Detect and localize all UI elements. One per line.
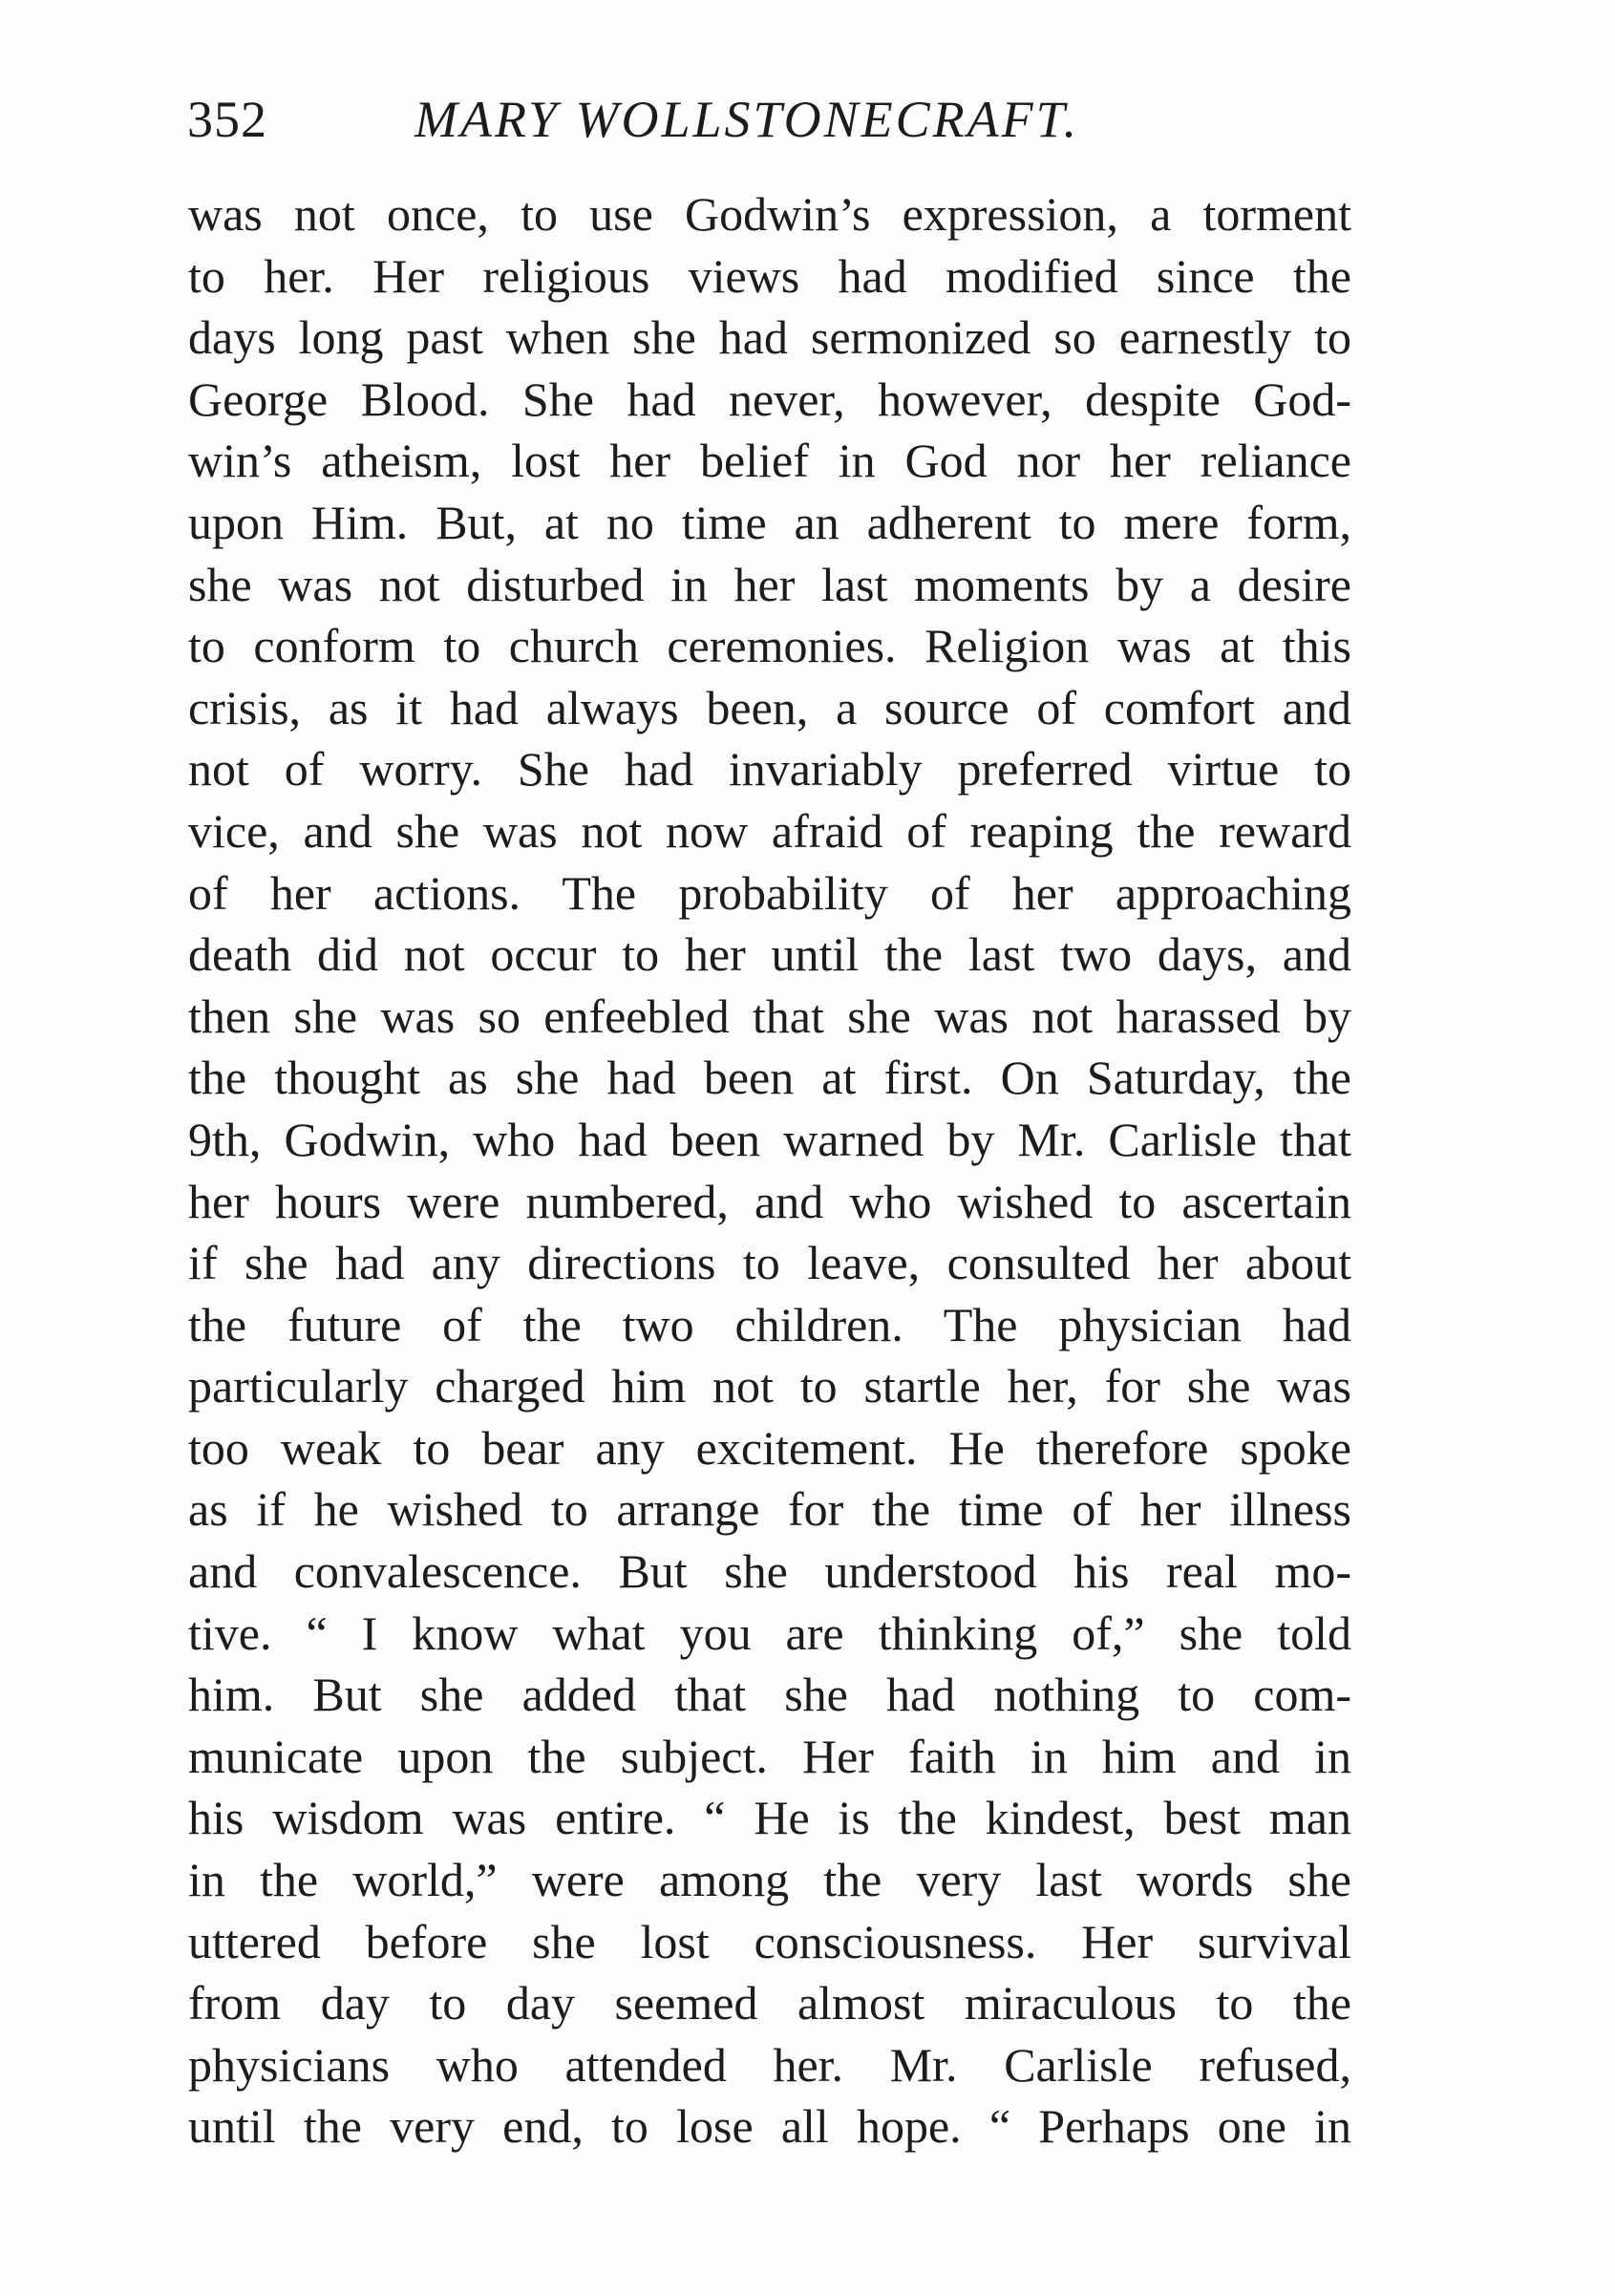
text-line: 9th, Godwin, who had been warned by Mr. Carlisle that bbox=[188, 1112, 1351, 1166]
text-line: in the world,” were among the very last words she bbox=[188, 1853, 1351, 1907]
text-line: physicians who attended her. Mr. Carlisle refused, bbox=[188, 2037, 1351, 2092]
text-line: as if he wished to arrange for the time of her illness bbox=[188, 1482, 1351, 1537]
text-line: days long past when she had sermonized so earnestly to bbox=[188, 310, 1351, 365]
running-title: MARY WOLLSTONECRAFT. bbox=[414, 91, 1080, 148]
text-line: George Blood. She had never, however, despite God- bbox=[188, 372, 1351, 426]
text-line: upon Him. But, at no time an adherent to mere form, bbox=[188, 495, 1351, 549]
text-line: from day to day seemed almost miraculous to the bbox=[188, 1976, 1351, 2030]
text-line: and convalescence. But she understood his real mo- bbox=[188, 1544, 1351, 1599]
text-line: if she had any directions to leave, consulted her about bbox=[188, 1236, 1351, 1290]
text-line: was not once, to use Godwin’s expression, a torment bbox=[188, 187, 1351, 241]
text-line: she was not disturbed in her last moments by a desire bbox=[188, 557, 1351, 611]
text-line: of her actions. The probability of her approaching bbox=[188, 865, 1351, 920]
text-line: her hours were numbered, and who wished to ascertain bbox=[188, 1174, 1351, 1228]
text-line: particularly charged him not to startle her, for she was bbox=[188, 1359, 1351, 1414]
text-line: the thought as she had been at first. On Saturday, the bbox=[188, 1051, 1351, 1105]
text-line: death did not occur to her until the last two days, and bbox=[188, 927, 1351, 982]
text-line: tive. “ I know what you are thinking of,” she told bbox=[188, 1605, 1351, 1660]
text-line: to her. Her religious views had modified since the bbox=[188, 248, 1351, 303]
text-line: uttered before she lost consciousness. Her survival bbox=[188, 1914, 1351, 1968]
running-head bbox=[187, 76, 1352, 162]
text-line: his wisdom was entire. “ He is the kindest, best man bbox=[188, 1791, 1351, 1845]
text-line: too weak to bear any excitement. He therefore spoke bbox=[188, 1420, 1351, 1475]
text-line: then she was so enfeebled that she was not harassed by bbox=[188, 989, 1351, 1043]
text-line: vice, and she was not now afraid of reaping the reward bbox=[188, 803, 1351, 858]
text-line: to conform to church ceremonies. Religion was at this bbox=[188, 619, 1351, 673]
page-number: 352 bbox=[187, 91, 267, 148]
body-text bbox=[188, 183, 1351, 2158]
text-line: him. But she added that she had nothing to com- bbox=[188, 1668, 1351, 1722]
text-line: until the very end, to lose all hope. “ Perhaps one in bbox=[188, 2099, 1351, 2154]
text-line: crisis, as it had always been, a source of comfort and bbox=[188, 680, 1351, 734]
text-line: the future of the two children. The physician had bbox=[188, 1297, 1351, 1351]
text-line: municate upon the subject. Her faith in him and in bbox=[188, 1729, 1351, 1783]
text-line: not of worry. She had invariably preferred virtue to bbox=[188, 742, 1351, 797]
text-line: win’s atheism, lost her belief in God nor her reliance bbox=[188, 434, 1351, 488]
